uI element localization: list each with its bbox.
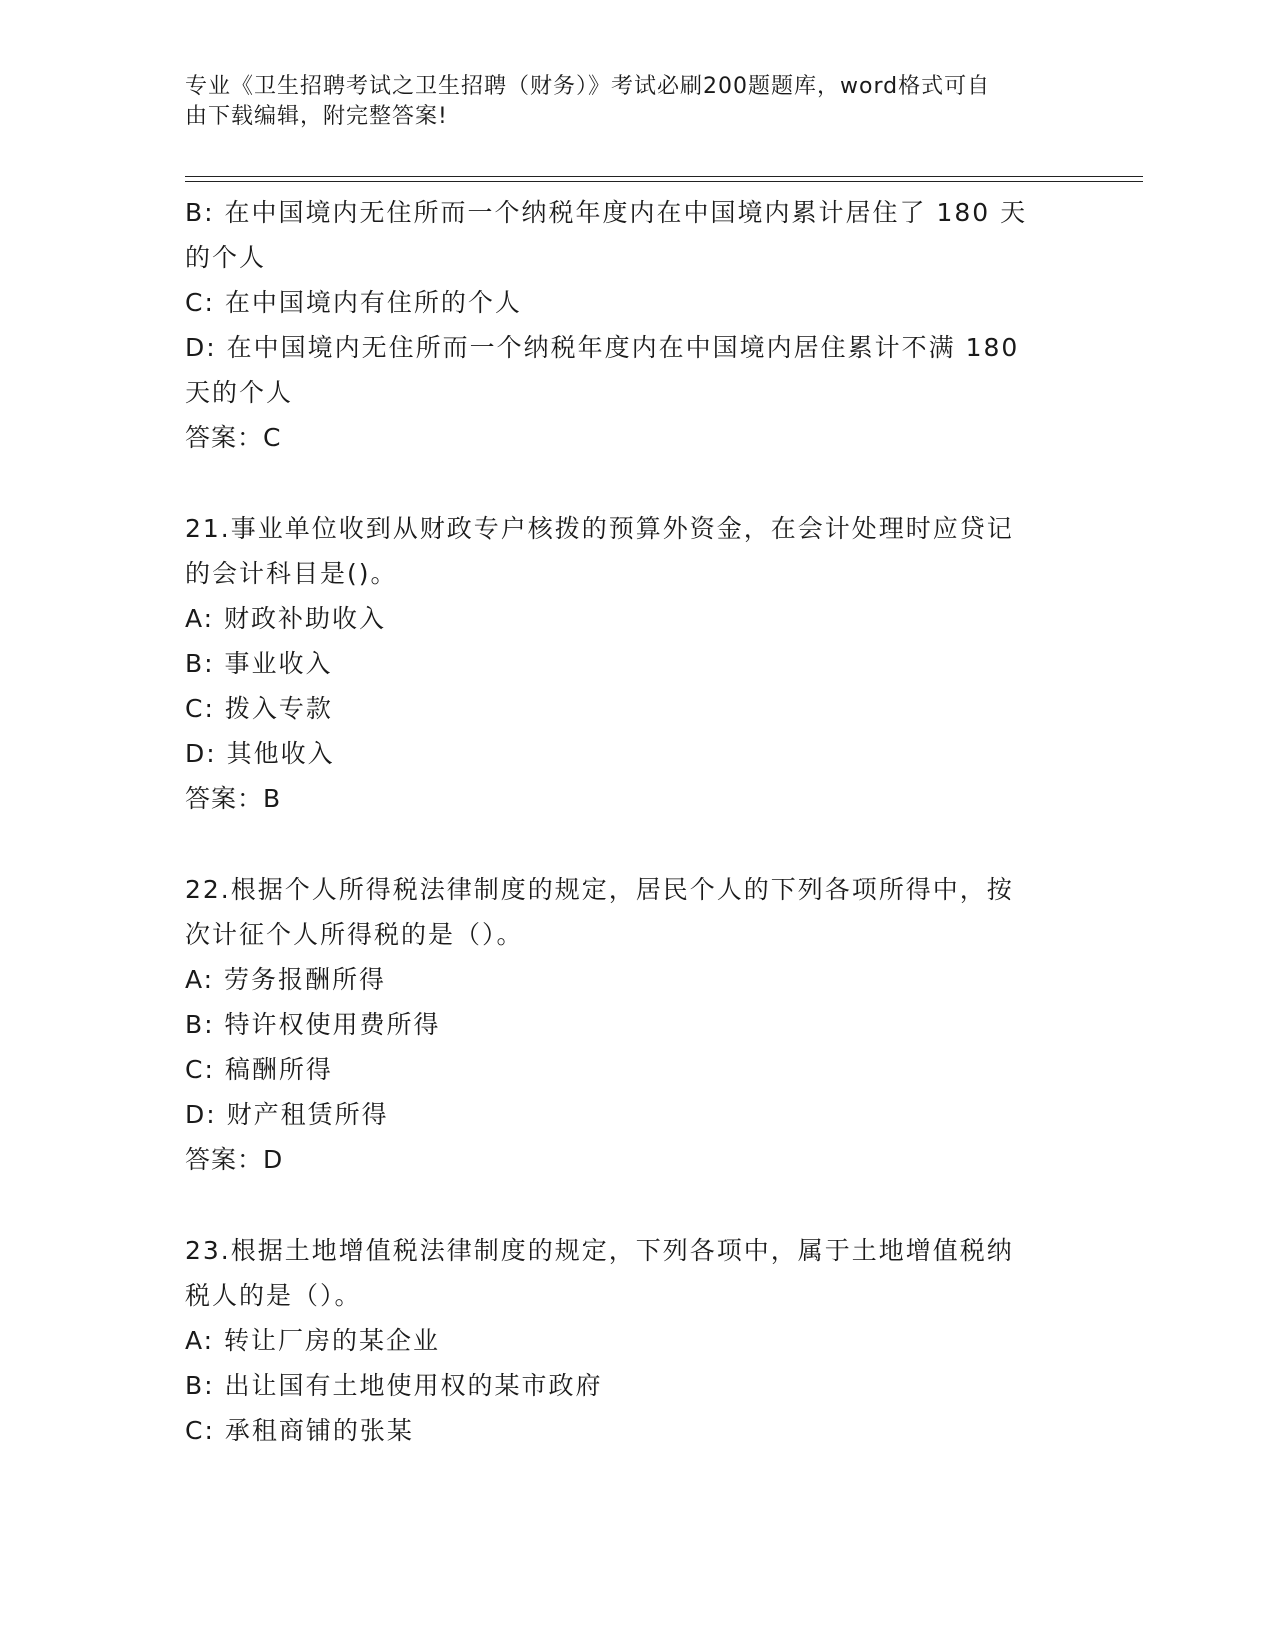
answer: 答案：B bbox=[185, 784, 282, 813]
question-21 bbox=[185, 506, 1065, 821]
option-a: A: 财政补助收入 bbox=[185, 604, 387, 633]
option-b: B: 特许权使用费所得 bbox=[185, 1010, 441, 1039]
header-rule-top bbox=[185, 176, 1143, 177]
option-a: A: 劳务报酬所得 bbox=[185, 965, 387, 994]
question-23 bbox=[185, 1228, 1065, 1453]
option-c: C: 稿酬所得 bbox=[185, 1055, 333, 1084]
question-text-line-2: 次计征个人所得税的是（）。 bbox=[185, 920, 524, 949]
option-b: B: 事业收入 bbox=[185, 649, 333, 678]
question-text-line-1: 23.根据土地增值税法律制度的规定，下列各项中，属于土地增值税纳 bbox=[185, 1236, 1014, 1265]
header-rule-bottom bbox=[185, 181, 1143, 182]
question-text-line-1: 21.事业单位收到从财政专户核拨的预算外资金，在会计处理时应贷记 bbox=[185, 514, 1014, 543]
document-body bbox=[185, 190, 1065, 1453]
spacer bbox=[185, 821, 1065, 867]
document-header bbox=[185, 72, 1065, 132]
question-20-tail bbox=[185, 190, 1065, 460]
option-b: B: 出让国有土地使用权的某市政府 bbox=[185, 1371, 603, 1400]
option-d: D: 财产租赁所得 bbox=[185, 1100, 389, 1129]
question-text-line-2: 税人的是（）。 bbox=[185, 1281, 362, 1310]
option-b-line-2: 的个人 bbox=[185, 243, 267, 272]
option-d: D: 其他收入 bbox=[185, 739, 335, 768]
spacer bbox=[185, 460, 1065, 506]
option-b-line-1: B: 在中国境内无住所而一个纳税年度内在中国境内累计居住了 180 天 bbox=[185, 198, 1028, 227]
spacer bbox=[185, 1182, 1065, 1228]
option-c: C: 在中国境内有住所的个人 bbox=[185, 288, 522, 317]
option-d-line-1: D: 在中国境内无住所而一个纳税年度内在中国境内居住累计不满 180 bbox=[185, 333, 1020, 362]
question-text-line-1: 22.根据个人所得税法律制度的规定，居民个人的下列各项所得中，按 bbox=[185, 875, 1014, 904]
answer: 答案：D bbox=[185, 1145, 284, 1174]
question-22 bbox=[185, 867, 1065, 1182]
option-d-line-2: 天的个人 bbox=[185, 378, 294, 407]
header-line-1: 专业《卫生招聘考试之卫生招聘（财务）》考试必刷200题题库，word格式可自 bbox=[185, 74, 991, 99]
answer: 答案：C bbox=[185, 423, 282, 452]
option-c: C: 拨入专款 bbox=[185, 694, 333, 723]
option-c: C: 承租商铺的张某 bbox=[185, 1416, 414, 1445]
option-a: A: 转让厂房的某企业 bbox=[185, 1326, 441, 1355]
header-line-2: 由下载编辑，附完整答案! bbox=[185, 104, 448, 129]
question-text-line-2: 的会计科目是()。 bbox=[185, 559, 398, 588]
